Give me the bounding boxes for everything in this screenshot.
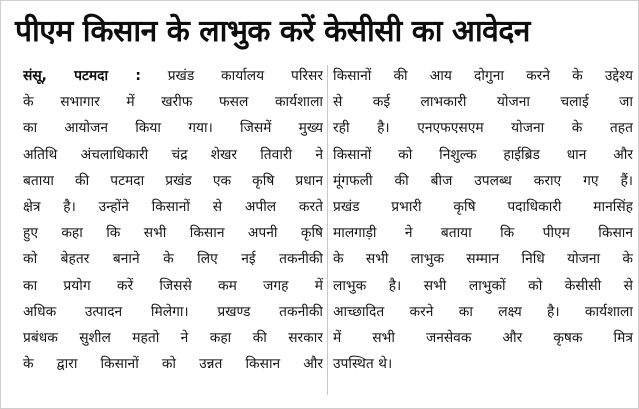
- column-divider: [327, 65, 328, 395]
- article-line: किसानों को निशुल्क हाईब्रिड धान और: [333, 146, 633, 163]
- article-line: किसानों की आय दोगुना करने के उद्देश्य: [333, 68, 633, 84]
- article-line: में सभी जनसेवक और कृषक मित्र: [333, 329, 633, 346]
- article-line: हुए कहा कि सभी किसान अपनी कृषि: [23, 225, 323, 242]
- article-line: का आयोजन किया गया। जिसमें मुख्य: [23, 120, 323, 137]
- article-line: अतिथि अंचलाधिकारी चंद्र शेखर तिवारी ने: [23, 146, 323, 163]
- dateline: संसू, पटमदा :: [23, 68, 141, 84]
- article-line: को बेहतर बनाने के लिए नई तकनीकी: [23, 251, 323, 268]
- article-line: रही है। एनएफएसएम योजना के तहत: [333, 120, 633, 137]
- article-line: बताया की पटमदा प्रखंड एक कृषि प्रधान: [23, 172, 323, 189]
- article-line-text: प्रखंड कार्यालय परिसर: [167, 68, 323, 84]
- article-line: के सभी लाभुक सम्मान निधि योजना के: [333, 251, 633, 268]
- article-column-right: [333, 63, 633, 377]
- article-line: उपस्थित थे।: [333, 356, 393, 373]
- article-line: मालगाड़ी ने बताया कि पीएम किसान: [333, 225, 633, 242]
- headline: पीएम किसान के लाभुक करें केसीसी का आवेदन: [15, 14, 530, 49]
- article-line: का प्रयोग करें जिससे कम जगह में: [23, 277, 323, 294]
- article-line: प्रखंड प्रभारी कृषि पदाधिकारी मानसिंह: [333, 198, 633, 215]
- article-line: के द्वारा किसानों को उन्नत किसान और: [23, 356, 323, 373]
- article-line: के सभागार में खरीफ फसल कार्यशाला: [23, 94, 323, 111]
- article-line: प्रबंधक सुशील महतो ने कहा की सरकार: [23, 329, 323, 346]
- article-line: लाभुक है। सभी लाभुकों को केसीसी से: [333, 277, 633, 294]
- article-line: आच्छादित करने का लक्ष्य है। कार्यशाला: [333, 303, 633, 320]
- article-line: मूंगफली की बीज उपलब्ध कराए गए हैं।: [333, 172, 633, 189]
- article-line: से कई लाभकारी योजना चलाई जा: [333, 94, 633, 111]
- article-column-left: [23, 63, 323, 377]
- article-line: अधिक उत्पादन मिलेगा। प्रखण्ड तकनीकी: [23, 303, 323, 320]
- article-line: क्षेत्र है। उन्होंने किसानों से अपील करते: [23, 198, 323, 215]
- article-line: [23, 63, 323, 89]
